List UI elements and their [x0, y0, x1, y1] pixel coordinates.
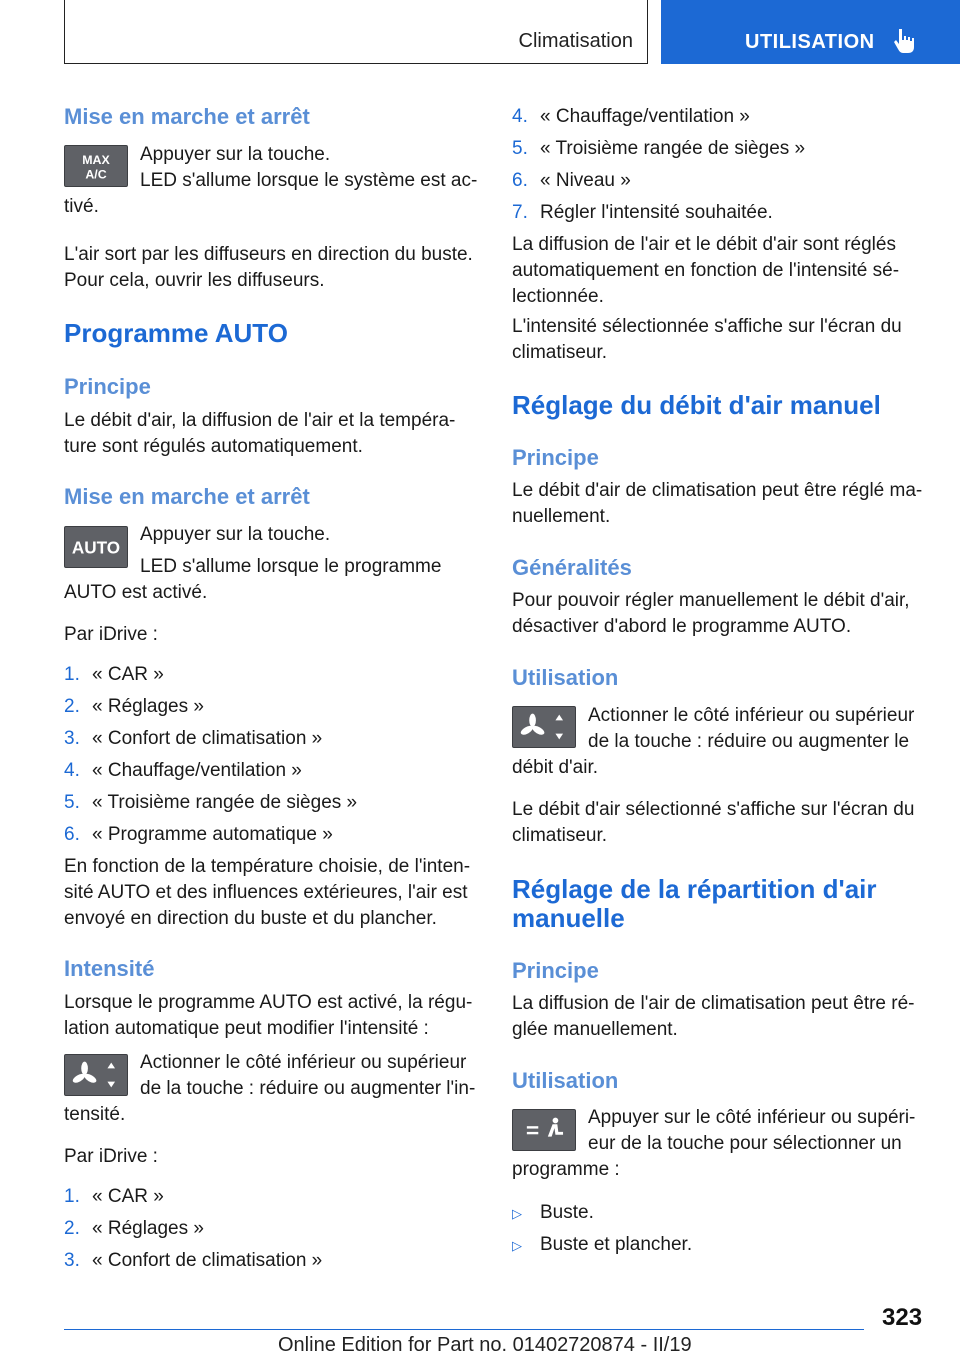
max-ac-button-icon: [64, 145, 128, 187]
header-chapter-box: [661, 0, 960, 64]
paragraph: lectionnée.: [512, 286, 604, 307]
svg-text:A/C: A/C: [85, 167, 107, 182]
svg-text:MAX: MAX: [82, 153, 110, 168]
heading-mise-en-marche: Mise en marche et arrêt: [64, 104, 310, 129]
list-item: ▷ Buste.: [512, 1202, 594, 1223]
paragraph: Pour pouvoir régler manuellement le débit d'air,: [512, 590, 910, 611]
paragraph: Appuyer sur la touche.: [140, 144, 331, 165]
paragraph: automatiquement en fonction de l'intensité sé-: [512, 260, 900, 281]
heading-principe: Principe: [512, 958, 599, 983]
paragraph: Actionner le côté inférieur ou supérieur: [588, 705, 915, 726]
list-item: 5. « Troisième rangée de sièges »: [64, 792, 358, 813]
heading-utilisation: Utilisation: [512, 1068, 619, 1093]
paragraph: LED s'allume lorsque le programme: [140, 556, 442, 577]
list-item: 4. « Chauffage/ventilation »: [64, 760, 302, 781]
chapter-title: UTILISATION: [745, 31, 875, 53]
heading-principe: Principe: [512, 445, 599, 470]
list-item: 7. Régler l'intensité souhaitée.: [512, 202, 773, 223]
footer-divider: [64, 1329, 864, 1330]
paragraph: envoyé en direction du buste et du plancher.: [64, 908, 437, 929]
paragraph: Par iDrive :: [64, 1146, 158, 1167]
list-item: 6. « Programme automatique »: [64, 824, 333, 845]
paragraph: Appuyer sur la touche.: [140, 524, 331, 545]
heading-principe: Principe: [64, 374, 151, 399]
paragraph: Pour cela, ouvrir les diffuseurs.: [64, 270, 325, 291]
paragraph: ture sont régulés automatiquement.: [64, 436, 363, 457]
hand-pointer-icon: [893, 27, 919, 55]
paragraph: La diffusion de l'air de climatisation peut être ré-: [512, 993, 915, 1014]
paragraph: La diffusion de l'air et le débit d'air sont réglés: [512, 234, 896, 255]
paragraph: Le débit d'air, la diffusion de l'air et la tempéra-: [64, 410, 456, 431]
list-item: ▷ Buste et plancher.: [512, 1234, 693, 1255]
list-item: 5. « Troisième rangée de sièges »: [512, 138, 806, 159]
paragraph: débit d'air.: [512, 757, 599, 778]
list-item: 1. « CAR »: [64, 664, 164, 685]
list-item: 3. « Confort de climatisation »: [64, 1250, 323, 1271]
air-distribution-icon: [512, 1109, 576, 1151]
paragraph: AUTO est activé.: [64, 582, 208, 603]
paragraph: Le débit d'air sélectionné s'affiche sur l'écran du: [512, 799, 915, 820]
paragraph: Appuyer sur le côté inférieur ou supéri-: [588, 1107, 916, 1128]
heading-intensite: Intensité: [64, 956, 155, 981]
paragraph: sité AUTO et des influences extérieures, l'air est: [64, 882, 468, 903]
header-section-box: [64, 0, 648, 64]
paragraph: L'air sort par les diffuseurs en direction du buste.: [64, 244, 473, 265]
heading-generalites: Généralités: [512, 555, 632, 580]
heading-utilisation: Utilisation: [512, 665, 619, 690]
paragraph: climatiseur.: [512, 825, 608, 846]
paragraph: LED s'allume lorsque le système est ac-: [140, 170, 478, 191]
paragraph: glée manuellement.: [512, 1019, 678, 1040]
list-item: 2. « Réglages »: [64, 1218, 204, 1239]
heading-mise-en-marche-auto: Mise en marche et arrêt: [64, 484, 310, 509]
page-number: 323: [882, 1304, 923, 1331]
fan-rocker-icon: [512, 706, 576, 748]
paragraph: programme :: [512, 1159, 620, 1180]
paragraph: Lorsque le programme AUTO est activé, la régu-: [64, 992, 473, 1013]
paragraph: Actionner le côté inférieur ou supérieur: [140, 1052, 467, 1073]
paragraph: eur de la touche pour sélectionner un: [588, 1133, 902, 1154]
heading-programme-auto: Programme AUTO: [64, 318, 288, 348]
paragraph: tivé.: [64, 196, 99, 217]
heading-reglage-debit: Réglage du débit d'air manuel: [512, 390, 881, 420]
section-title: Climatisation: [518, 30, 633, 52]
fan-rocker-icon: [64, 1054, 128, 1096]
footer-edition: Online Edition for Part no. 01402720874 - II/19: [278, 1334, 692, 1356]
paragraph: Par iDrive :: [64, 624, 158, 645]
paragraph: Le débit d'air de climatisation peut être réglé ma-: [512, 480, 923, 501]
paragraph: désactiver d'abord le programme AUTO.: [512, 616, 852, 637]
list-item: 1. « CAR »: [64, 1186, 164, 1207]
heading-reglage-repartition: Réglage de la répartition d'air: [512, 874, 877, 904]
list-item: 3. « Confort de climatisation »: [64, 728, 323, 749]
list-item: 4. « Chauffage/ventilation »: [512, 106, 750, 127]
list-item: 2. « Réglages »: [64, 696, 204, 717]
svg-text:AUTO: AUTO: [71, 537, 121, 558]
paragraph: tensité.: [64, 1104, 126, 1125]
auto-button-icon: [64, 526, 128, 568]
paragraph: de la touche : réduire ou augmenter l'in-: [140, 1078, 476, 1099]
paragraph: de la touche : réduire ou augmenter le: [588, 731, 910, 752]
list-item: 6. « Niveau »: [512, 170, 631, 191]
paragraph: lation automatique peut modifier l'intensité :: [64, 1018, 429, 1039]
paragraph: nuellement.: [512, 506, 611, 527]
paragraph: L'intensité sélectionnée s'affiche sur l'écran du: [512, 316, 902, 337]
paragraph: climatiseur.: [512, 342, 608, 363]
paragraph: En fonction de la température choisie, de l'inten-: [64, 856, 471, 877]
heading-reglage-repartition-cont: manuelle: [512, 903, 625, 933]
